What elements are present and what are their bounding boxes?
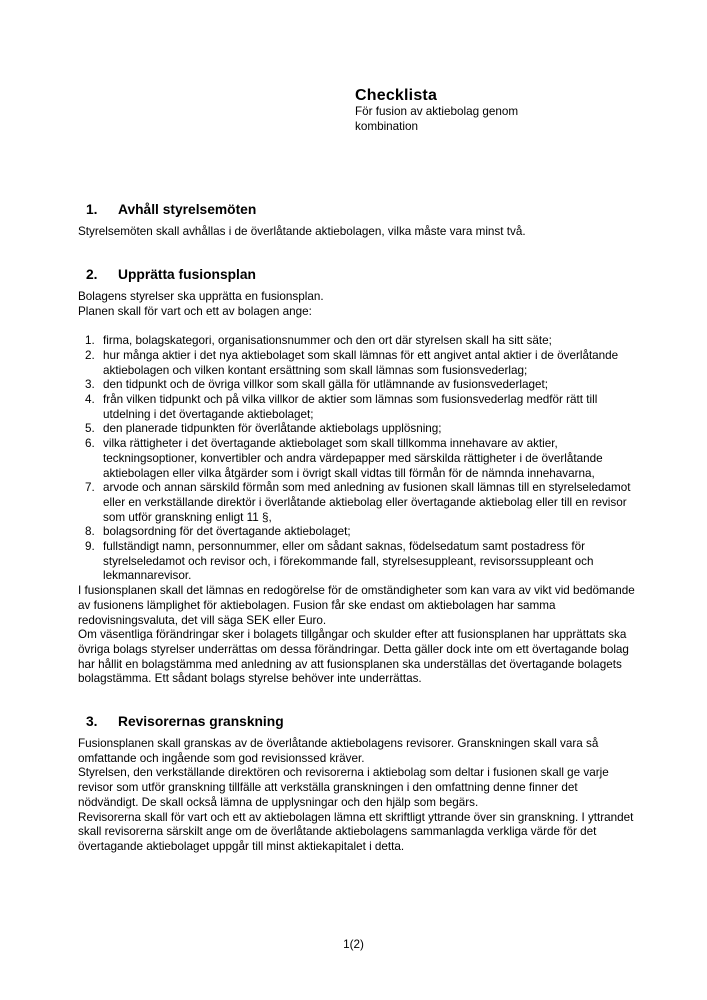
- page-subtitle-line-1: För fusion av aktiebolag genom: [355, 105, 519, 118]
- section-1: [78, 201, 635, 240]
- list-item-text: från vilken tidpunkt och på vilka villkor de aktier som lämnas som fusionsvederlag medför rätt till utdelning i det övertagande aktiebolaget;: [103, 393, 598, 421]
- list-item-number: 6.: [85, 437, 95, 451]
- list-item-number: 9.: [85, 540, 95, 554]
- document-title-block: [355, 86, 585, 134]
- list-item-number: 4.: [85, 393, 95, 407]
- section-2-paragraph: Om väsentliga förändringar sker i bolagets tillgångar och skulder efter att fusionsplanen har upprättats ska övriga bolags styrelser underrättas om dessa förändringar. Detta gäller dock inte om ett övertagande bolag har hållit en bolagstämma med anledning av att fusionsplanen ska underställas det övertagande bolagets bolagstämma. Ett sådant bolags styrelse behöver inte underrättas.: [78, 628, 629, 686]
- section-3-paragraph: Fusionsplanen skall granskas av de överlåtande aktiebolagens revisorer. Granskningen skall vara så omfattande och ingående som god revisionssed kräver.: [78, 737, 599, 765]
- list-item-text: den planerade tidpunkten för överlåtande aktiebolags upplösning;: [103, 422, 442, 436]
- list-item-number: 2.: [85, 348, 95, 362]
- section-1-paragraph: Styrelsemöten skall avhållas i de överlåtande aktiebolagen, vilka måste vara minst två.: [78, 225, 526, 239]
- fusion-plan-list: [78, 334, 635, 584]
- list-item: [85, 437, 635, 481]
- list-item-text: bolagsordning för det övertagande aktiebolaget;: [103, 525, 351, 539]
- list-item-number: 7.: [85, 481, 95, 495]
- section-2-heading: [78, 266, 635, 283]
- list-item-number: 5.: [85, 422, 95, 436]
- section-3-heading: [78, 713, 635, 730]
- section-3-number: 3.: [86, 714, 98, 730]
- list-item: [85, 378, 635, 393]
- section-3-paragraph: Revisorerna skall för vart och ett av aktiebolagen lämna ett skriftligt yttrande över sin granskning. I yttrandet skall revisorerna särskilt ange om de överlåtande aktiebolagens sammanlagda verkliga värde för det övertagande aktiebolaget uppgår till minst aktiekapitalet i detta.: [78, 810, 634, 853]
- section-2-paragraph: Bolagens styrelser ska upprätta en fusionsplan.: [78, 290, 324, 304]
- list-item: [85, 422, 635, 437]
- list-item-number: 3.: [85, 378, 95, 392]
- list-item: [85, 334, 635, 349]
- section-3-paragraph: Styrelsen, den verkställande direktören och revisorerna i aktiebolag som deltar i fusionen skall ge varje revisor som utför granskning tillfälle att verkställa granskningen i den omfattning denne finner det nödvändigt. De skall också lämna de upplysningar och den hjälp som begärs.: [78, 766, 609, 809]
- section-3-title: Revisorernas granskning: [118, 714, 284, 730]
- list-item-text: vilka rättigheter i det övertagande aktiebolaget som skall tillkomma innehavare av aktier, teckningsoptioner, konvertibler och andra värdepapper med särskilda rättigheter i de överlåtande aktiebolagen eller vilka åtgärder som i övrigt skall vidtas till förmån för de nämnda innehavarna,: [103, 437, 603, 480]
- list-item-number: 8.: [85, 525, 95, 539]
- list-item-text: arvode och annan särskild förmån som med anledning av fusionen skall lämnas till en styrelseledamot eller en verkställande direktör i överlåtande aktiebolag eller övertagande aktiebolag eller till en revisor som utför granskning enligt 11 §,: [103, 481, 631, 524]
- section-2-paragraph: I fusionsplanen skall det lämnas en redogörelse för de omständigheter som kan vara av vikt vid bedömande av fusionens lämplighet för aktiebolagen. Fusion får ske endast om aktiebolagen har samma redovisningsvaluta, det vill säga SEK eller Euro.: [78, 584, 635, 627]
- list-item-text: fullständigt namn, personnummer, eller om sådant saknas, födelsedatum samt postadress för styrelseledamot och revisor och, i förekommande fall, styrelsesuppleant, revisorssuppleant och lekmannarevisor.: [103, 540, 594, 583]
- section-2-paragraph: Planen skall för vart och ett av bolagen ange:: [78, 304, 312, 318]
- list-item-text: hur många aktier i det nya aktiebolaget som skall lämnas för ett angivet antal aktier i de överlåtande aktiebolagen och vilken kontant ersättning som skall lämnas som fusionsvederlag;: [103, 348, 619, 377]
- page-title: Checklista: [355, 87, 438, 104]
- list-item: [85, 525, 635, 540]
- list-item-number: 1.: [85, 334, 95, 348]
- section-1-heading: [78, 201, 635, 218]
- list-item-text: den tidpunkt och de övriga villkor som skall gälla för utlämnande av fusionsvederlaget;: [103, 378, 549, 392]
- list-item: [85, 393, 635, 422]
- section-1-number: 1.: [86, 202, 98, 218]
- page-number: 1(2): [343, 938, 364, 951]
- page-subtitle-line-2: kombination: [355, 119, 419, 133]
- list-item-text: firma, bolagskategori, organisationsnummer och den ort där styrelsen skall ha sitt säte;: [103, 334, 552, 348]
- section-2-number: 2.: [86, 267, 98, 283]
- list-item: [85, 349, 635, 378]
- section-3: [78, 713, 635, 855]
- section-1-title: Avhåll styrelsemöten: [118, 202, 257, 218]
- list-item: [85, 540, 635, 584]
- section-2-title: Upprätta fusionsplan: [118, 267, 256, 283]
- section-2: [78, 266, 635, 687]
- list-item: [85, 481, 635, 525]
